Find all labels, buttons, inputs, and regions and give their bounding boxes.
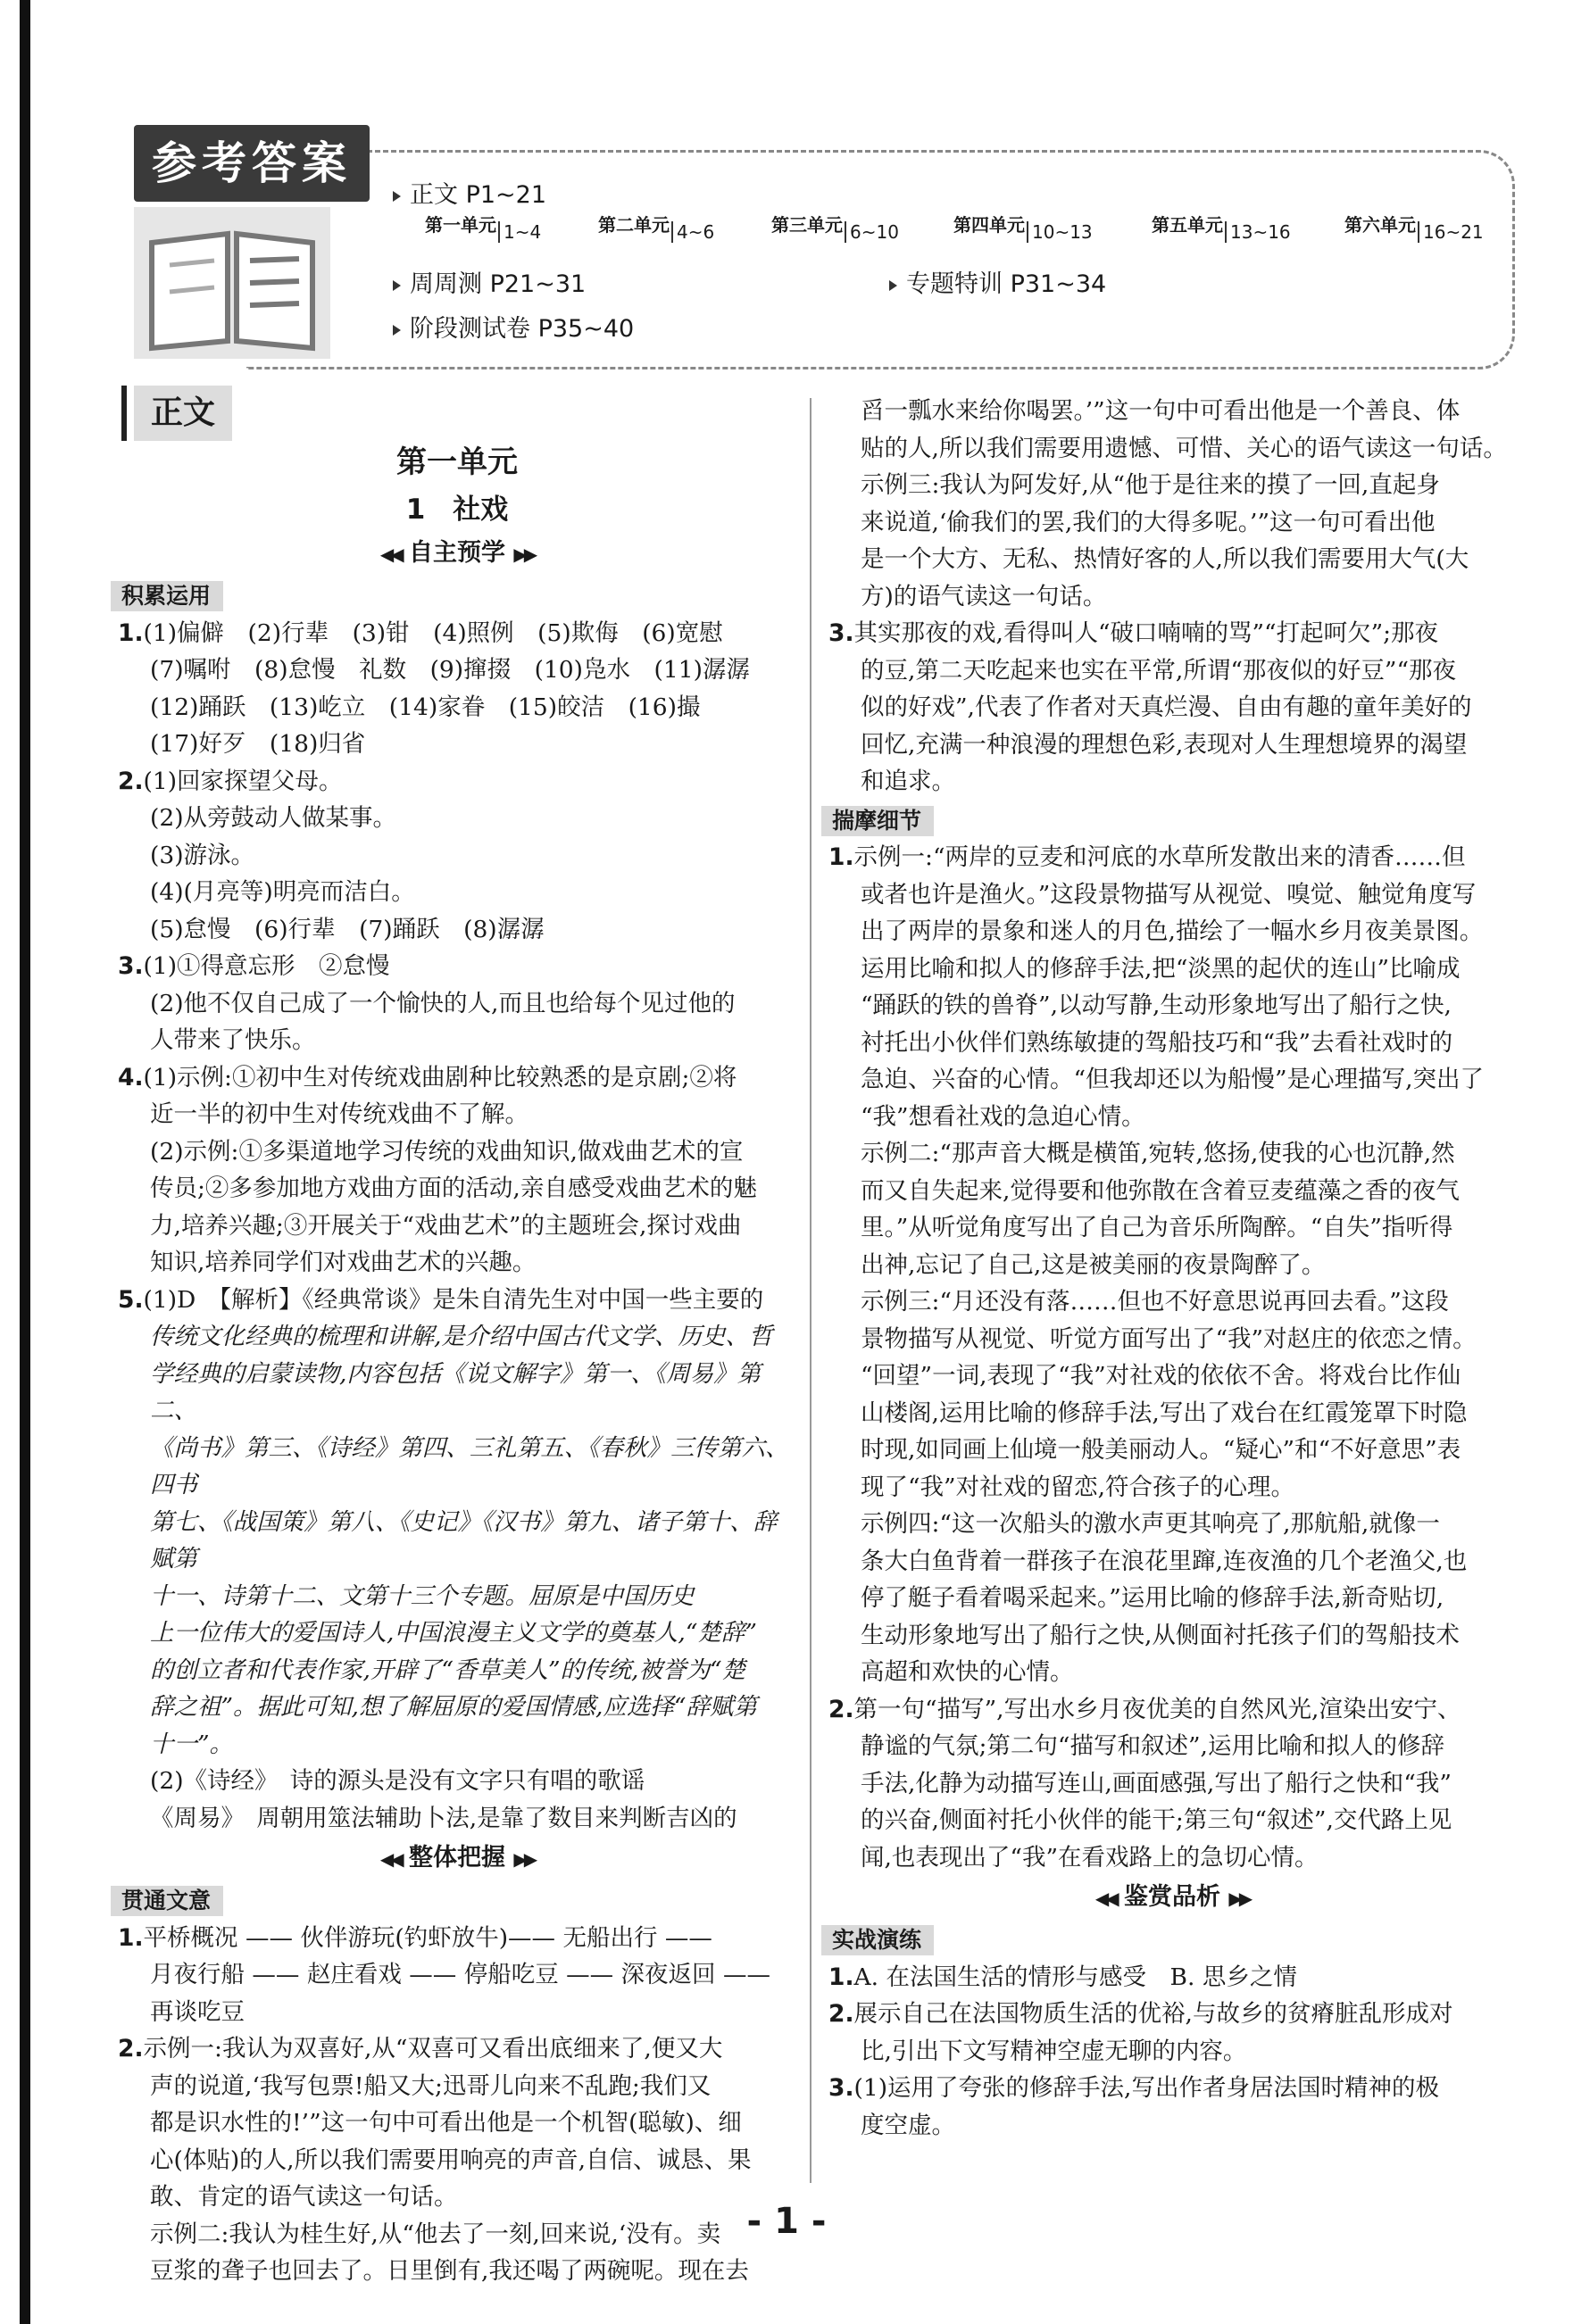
triangle-icon — [393, 191, 401, 202]
bar-overall: ◀◀ 整体把握 ▶▶ — [379, 1844, 535, 1872]
book-icon — [134, 207, 330, 359]
header-main-text: 正文 P1~21 — [393, 175, 546, 210]
left-edge-bar — [20, 0, 30, 2324]
header-special: 专题特训 P31~34 — [889, 264, 1106, 299]
right-column: 舀一瓢水来给你喝罢。’”这一句中可看出他是一个善良、体 贴的人,所以我们需要用遗憾、可惜、关心的语气读这一句话。 示例三:我认为阿发好,从“他于是往来的摸了一回,直起身 来说道,‘偷我们的罢,我们的大得多呢。’”这一句可看出他 是一个大方、无私、热情好客的人,所以我们需要用大气(大 方)的语气读这一句话。 3.其实那夜的戏,看得叫人“破口喃喃的骂”“打起呵欠”;那夜 的豆,第二天吃起来也实在平常,所谓“那夜似的好豆”“那夜 似的好戏”,代表了作者对天真烂漫、自由有趣的童年美好的 回忆,充满一种浪漫的理想色彩,表现对人生理想境界的渴望 和追求。 揣摩细节 1.示例一:“两岸的豆麦和河底的水草所发散出来的清香……但 或者也许是渔火。”这段景物描写从视觉、嗅觉、触觉角度写 出了两岸的景象和迷人的月色,描绘了一幅水乡月夜美景图。 运用比喻和拟人的修辞手法,把“淡黑的起伏的连山”比喻成 “踊跃的铁的兽脊”,以动写静,生动形象地写出了船行之快, 衬托出小伙伴们熟练敏捷的驾船技巧和“我”去看社戏时的 急迫、兴奋的心情。“但我却还以为船慢”是心理描写,突出了 “我”想看社戏的急迫心情。 示例二:“那声音大概是横笛,宛转,悠扬,使我的心也沉静,然 而又自失起来,觉得要和他弥散在含着豆麦蕴藻之香的夜气 里。”从听觉角度写出了自己为音乐所陶醉。“自失”指听得 出神,忘记了自己,这是被美丽的夜景陶醉了。 示例三:“月还没有落……但也不好意思说再回去看。”这段 景物描写从视觉、听觉方面写出了“我”对赵庄的依恋之情。 “回望”一词,表现了“我”对社戏的依依不舍。将戏台比作仙 山楼阁,运用比喻的修辞手法,写出了戏台在红霞笼罩下时隐 时现,如同画上仙境一般美丽动人。“疑心”和“不好意思”表 现了“我”对社戏的留恋,符合孩子的心理。 示例四:“这一次船头的激水声更其响亮了,那航船,就像一 条大白鱼背着一群孩子在浪花里蹿,连夜渔的几个老渔父,也 停了艇子看着喝采起来。”运用比喻的修辞手法,新奇贴切, 生动形象地写出了船行之快,从侧面衬托孩子们的驾船技术 高超和欢快的心情。 2.第一句“描写”,写出水乡月夜优美的自然风光,渲染出安宁、 静谧的气氛;第二句“描写和叙述”,运用比喻和拟人的修辞 手法,化静为动描写连山,画面感强,写出了船行之快和“我” 的兴奋,侧面衬托小伙伴的能干;第三句“叙述”,交代路上见 闻,也表现出了“我”在看戏路上的急切心情。 ◀◀ 鉴赏品析 ▶▶ 实战演练 1.A. 在法国生活的情形与感受 B. 思乡之情 2.展示自己在法国物质生活的优裕,与故乡的贫瘠脏乱形成对 比,引出下文写精神空虚无聊的内容。 3.(1)运用了夸张的修辞手法,写出作者身居法国时精神的极 度空虚。 — [828, 393, 1516, 2144]
bar-appreciate: ◀◀ 鉴赏品析 ▶▶ — [1094, 1883, 1250, 1911]
section-label: 正文 — [134, 386, 232, 441]
tag-accumulate: 积累运用 — [111, 581, 223, 611]
triangle-icon — [889, 280, 897, 291]
header-stage: 阶段测试卷 P35~40 — [393, 309, 634, 344]
left-column: 第一单元 1 社戏 ◀◀ 自主预学 ▶▶ 积累运用 1.(1)偏僻 (2)行辈 (3)钳 (4)照例 (5)欺侮 (6)宽慰 (7)嘱咐 (8)怠慢 礼数 (9)撺掇 (10)凫水 (11)潺潺 (12)踊跃 (13)屹立 (14)家眷 (15)皎洁 (16)撮 (17)好歹 (18)归省 2.(1)回家探望父母。 (2)从旁鼓动人做某事。 (3)游泳。 (4)(月亮等)明亮而洁白。 (5)怠慢 (6)行辈 (7)踊跃 (8)潺潺 3.(1)①得意忘形 ②怠慢 (2)他不仅自己成了一个愉快的人,而且也给每个见过他的 人带来了快乐。 4.(1)示例:①初中生对传统戏曲剧种比较熟悉的是京剧;②将 近一半的初中生对传统戏曲不了解。 (2)示例:①多渠道地学习传统的戏曲知识,做戏曲艺术的宣 传员;②多参加地方戏曲方面的活动,亲自感受戏曲艺术的魅 力,培养兴趣;③开展关于“戏曲艺术”的主题班会,探讨戏曲 知识,培养同学们对戏曲艺术的兴趣。 5.(1)D 【解析】《经典常谈》是朱自清先生对中国一些主要的 传统文化经典的梳理和讲解,是介绍中国古代文学、历史、哲 学经典的启蒙读物,内容包括《说文解字》第一、《周易》第二、 《尚书》第三、《诗经》第四、三礼第五、《春秋》三传第六、四书 第七、《战国策》第八、《史记》《汉书》第九、诸子第十、辞赋第 十一、诗第十二、文第十三个专题。屈原是中国历史 上一位伟大的爱国诗人,中国浪漫主义文学的奠基人,“楚辞” 的创立者和代表作家,开辟了“香草美人”的传统,被誉为“楚 辞之祖”。据此可知,想了解屈原的爱国情感,应选择“辞赋第 十一”。 (2)《诗经》 诗的源头是没有文字只有唱的歌谣 《周易》 周朝用筮法辅助卜法,是靠了数目来判断吉凶的 ◀◀ 整体把握 ▶▶ 贯通文意 1.平桥概况 —— 伙伴游玩(钓虾放牛)—— 无船出行 —— 月夜行船 —— 赵庄看戏 —— 停船吃豆 —— 深夜返回 —— 再谈吃豆 2.示例一:我认为双喜好,从“双喜可又看出底细来了,便又大 声的说道,‘我写包票!船又大;迅哥儿向来不乱跑;我们又 都是识水性的!’”这一句中可看出他是一个机智(聪敏)、细 心(体贴)的人,所以我们需要用响亮的声音,自信、诚恳、果 敢、肯定的语气读这一句话。 示例二:我认为桂生好,从“他去了一刻,回来说,‘没有。卖 豆浆的聋子也回去了。日里倒有,我还喝了两碗呢。现在去 — [118, 437, 796, 2290]
header-weekly: 周周测 P21~31 — [393, 264, 586, 299]
tag-through: 贯通文意 — [111, 1886, 223, 1916]
header-unit-4: 第四单元 10~13 — [953, 214, 1093, 243]
bar-preview: ◀◀ 自主预学 ▶▶ — [379, 539, 535, 567]
triangle-icon — [393, 280, 401, 291]
answer-title-tab — [134, 125, 370, 202]
header-unit-1: 第一单元 1~4 — [425, 214, 542, 243]
header-unit-6: 第六单元 16~21 — [1344, 214, 1484, 243]
tag-detail: 揣摩细节 — [821, 806, 934, 836]
page-number: - 1 - — [746, 2201, 827, 2242]
header-unit-3: 第三单元 6~10 — [771, 214, 899, 243]
answer-title: 参考答案 — [152, 137, 352, 189]
unit-title: 第一单元 — [396, 444, 518, 480]
triangle-icon — [393, 325, 401, 336]
tag-practice: 实战演练 — [821, 1925, 934, 1955]
lesson-title: 1 社戏 — [405, 494, 509, 526]
header-unit-2: 第二单元 4~6 — [598, 214, 715, 243]
header-unit-5: 第五单元 13~16 — [1152, 214, 1291, 243]
column-divider — [810, 398, 811, 2183]
